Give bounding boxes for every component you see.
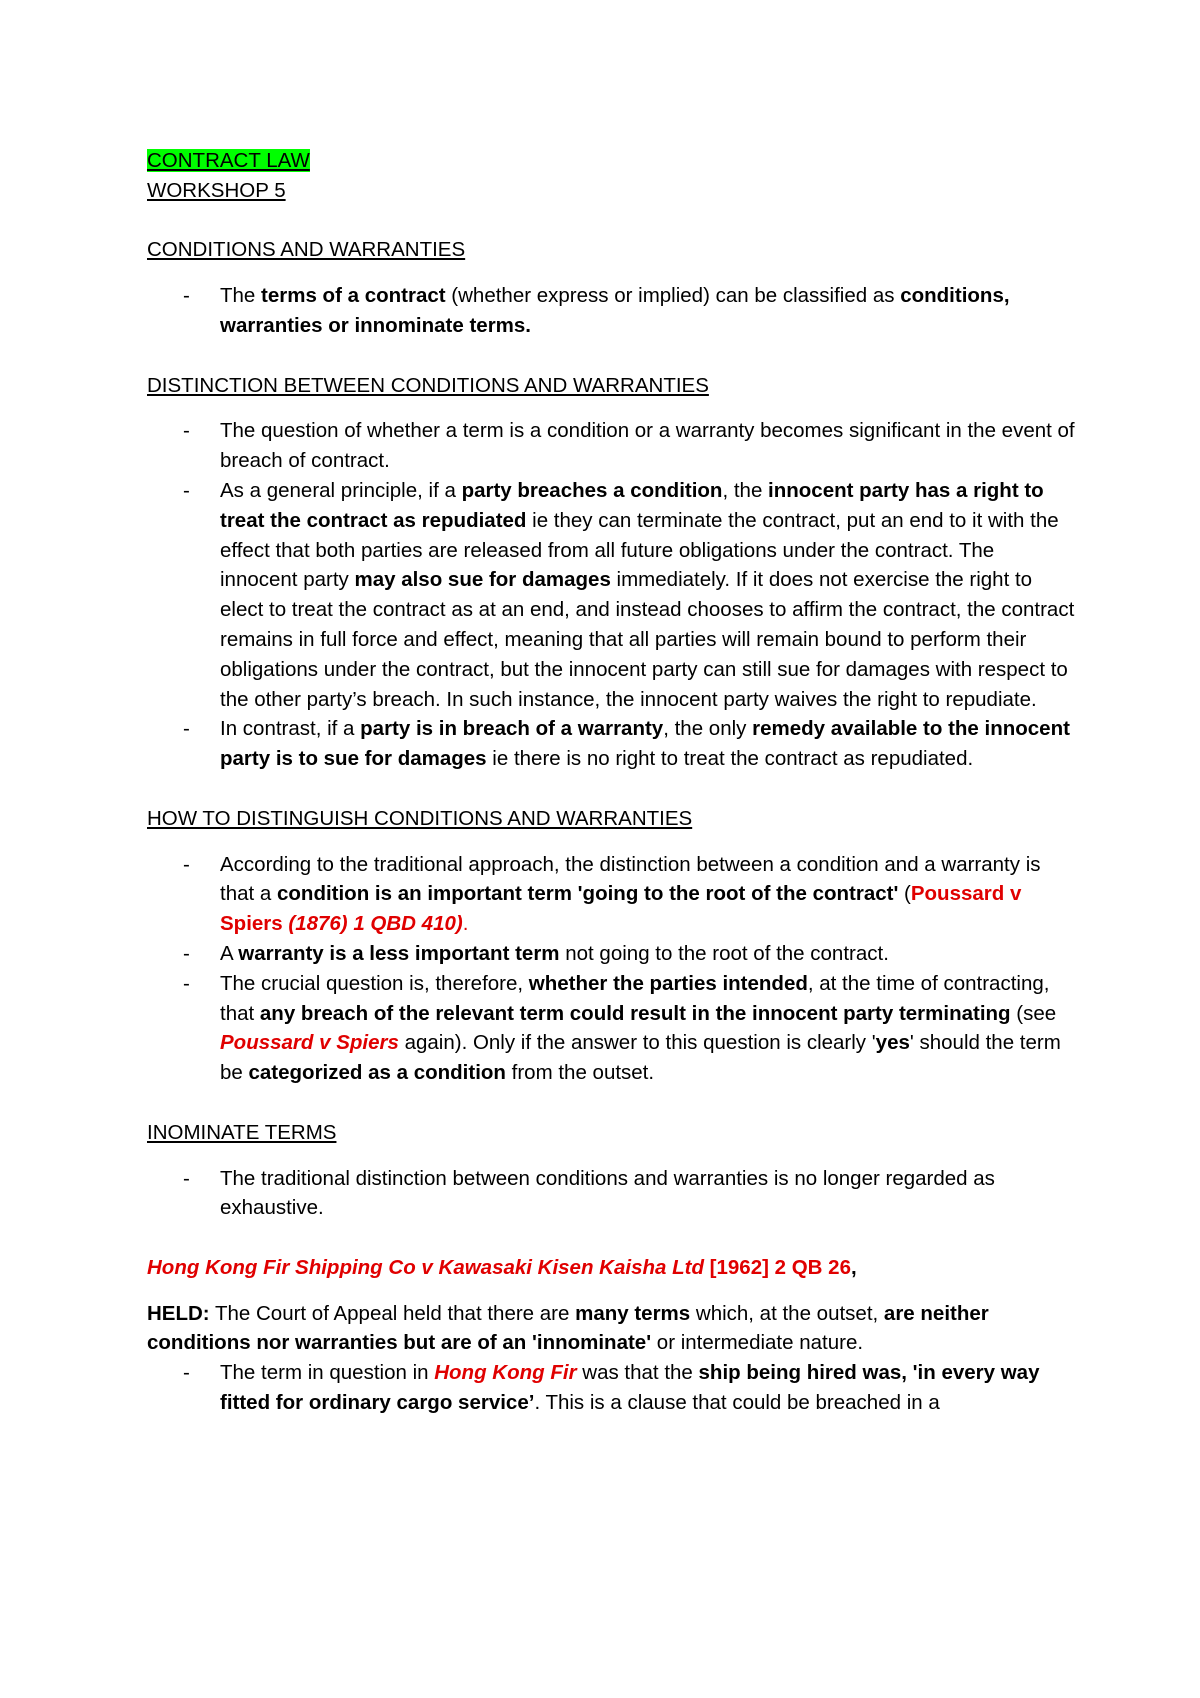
list-item: - The term in question in Hong Kong Fir was that the ship being hired was, 'in every way fitted for ordinary cargo service’. This is a clause that could be breached in a [147, 1358, 1077, 1418]
list-item: - As a general principle, if a party breaches a condition, the innocent party has a right to treat the contract as repudiated ie they can terminate the contract, put an end to it with the effect that both parties are released from all future obligations under the contract. The innocent party may also sue for damages immediately. If it does not exercise the right to elect to treat the contract as at an end, and instead chooses to affirm the contract, the contract remains in full force and effect, meaning that all parties will remain bound to perform their obligations under the contract, but the innocent party can still sue for damages with respect to the other party’s breach. In such instance, the innocent party waives the right to repudiate. [147, 476, 1077, 714]
bullet-list [147, 850, 1077, 1088]
list-item: - The terms of a contract (whether express or implied) can be classified as conditions, warranties or innominate terms. [147, 281, 1077, 341]
held-paragraph: HELD: The Court of Appeal held that there are many terms which, at the outset, are neither conditions nor warranties but are of an 'innominate' or intermediate nature. [147, 1301, 989, 1355]
bullet-list [147, 281, 1077, 341]
document-body [147, 146, 1077, 1418]
document-subtitle: WORKSHOP 5 [147, 178, 286, 202]
list-item: - The traditional distinction between conditions and warranties is no longer regarded as exhaustive. [147, 1164, 1077, 1224]
case-citation: Poussard v Spiers [220, 1031, 399, 1055]
section-heading-how-to-distinguish: HOW TO DISTINGUISH CONDITIONS AND WARRANTIES [147, 806, 693, 830]
list-item: - In contrast, if a party is in breach of a warranty, the only remedy available to the innocent party is to sue for damages ie there is no right to treat the contract as repudiated. [147, 714, 1077, 774]
case-citation: Poussard v Spiers [220, 882, 1022, 936]
section-heading-conditions-warranties: CONDITIONS AND WARRANTIES [147, 238, 466, 262]
bullet-list [147, 1164, 1077, 1224]
list-item: - According to the traditional approach, the distinction between a condition and a warranty is that a condition is an important term 'going to the root of the contract' (Poussard v Spiers (1876) 1 QBD 410). [147, 850, 1077, 939]
bullet-list [147, 1358, 1077, 1418]
list-item: - A warranty is a less important term not going to the root of the contract. [147, 939, 1077, 969]
list-item: - The question of whether a term is a condition or a warranty becomes significant in the event of breach of contract. [147, 416, 1077, 476]
case-citation: Hong Kong Fir [434, 1361, 577, 1385]
section-heading-distinction: DISTINCTION BETWEEN CONDITIONS AND WARRANTIES [147, 373, 709, 397]
case-heading: Hong Kong Fir Shipping Co v Kawasaki Kisen Kaisha Ltd [1962] 2 QB 26, [147, 1255, 857, 1279]
list-item: - The crucial question is, therefore, whether the parties intended, at the time of contracting, that any breach of the relevant term could result in the innocent party terminating (see Poussard v Spiers again). Only if the answer to this question is clearly 'yes' should the term be categorized as a condition from the outset. [147, 969, 1077, 1088]
document-title: CONTRACT LAW [147, 149, 310, 172]
bullet-list [147, 416, 1077, 774]
section-heading-innominate: INOMINATE TERMS [147, 1120, 337, 1144]
